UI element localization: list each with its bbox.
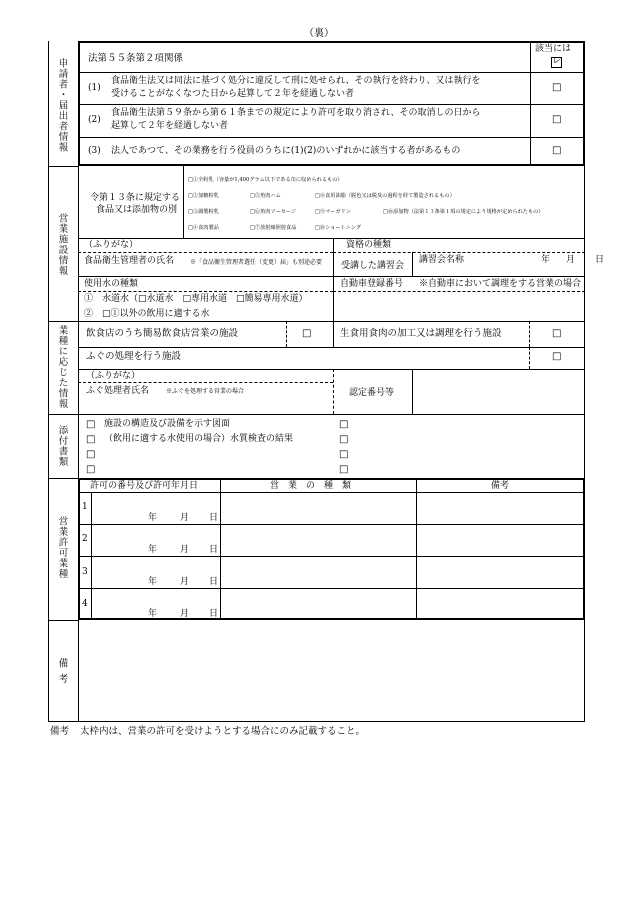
article13-option[interactable]: □⑨マーガリン — [315, 209, 351, 215]
attachment-checkbox-right[interactable]: □ — [339, 419, 349, 430]
water-dashed-line — [78, 291, 333, 292]
permit-header-line — [78, 492, 585, 493]
cert-number-label: 認定番号等 — [349, 388, 395, 398]
business-section-label: 業種に応じた情報 — [56, 325, 68, 409]
qualification-dashed-line — [333, 252, 585, 253]
applicant-row1-line — [78, 72, 585, 73]
attachment-checkbox[interactable]: □ — [86, 449, 96, 460]
permit-row-year: 年 — [148, 545, 158, 555]
article13-option[interactable]: □①全粉乳（容量が1,400グラム以下である缶に収められるもの） — [188, 177, 343, 183]
business-section-bottom — [48, 414, 585, 415]
permit-row-month: 月 — [180, 545, 190, 555]
attachment-checkbox[interactable]: □ — [86, 464, 96, 475]
raw-meat-checkbox[interactable]: □ — [552, 328, 562, 339]
attachment-item: 施設の構造及び設備を示す図面 — [104, 419, 231, 429]
article13-option[interactable]: □③調製粉乳 — [188, 209, 219, 215]
course-divider — [412, 252, 413, 276]
facility-row2-line — [78, 276, 585, 277]
fugu-handler-label: ふぐ処理者氏名 — [86, 386, 150, 396]
fugu-furigana-dashed-line — [78, 382, 333, 383]
permit-row-month: 月 — [180, 513, 190, 523]
raw-meat-dashed-divider — [529, 321, 530, 347]
article13-option[interactable]: □②加糖粉乳 — [188, 193, 219, 199]
fugu-furigana: （ふりがな） — [86, 371, 141, 381]
article13-option[interactable]: □⑥魚肉ソーセージ — [250, 209, 296, 215]
manager-name-note: ※「食品衛生管理者選任（変更）届」も別途必要 — [190, 259, 323, 266]
course-name-label: 講習会名称 — [419, 255, 465, 265]
permit-row-year: 年 — [148, 577, 158, 587]
manager-name-label: 食品衛生管理者の氏名 — [84, 256, 175, 266]
attachment-item: （飲用に適する水使用の場合）水質検査の結果 — [104, 434, 294, 444]
course-day: 日 — [595, 255, 605, 265]
article13-option[interactable]: □④食肉製品 — [188, 225, 219, 231]
business-row1-line — [78, 347, 585, 348]
water-option[interactable]: ② □①以外の飲用に適する水 — [84, 309, 210, 319]
checked-mark: レ — [552, 56, 562, 66]
business-mid-divider — [333, 321, 334, 347]
fugu-dashed-divider — [529, 347, 530, 369]
permit-row-day: 日 — [209, 577, 219, 587]
footer-text: 太枠内は、営業の許可を受けようとする場合にのみ記載すること。 — [80, 726, 366, 737]
vehicle-label: 自動車登録番号 — [340, 279, 404, 289]
facility-row1-line — [78, 238, 585, 239]
water-option[interactable]: ① 水道水（□水道水 □専用水道 □簡易専用水道） — [84, 294, 308, 304]
fugu-facility-label: ふぐの処理を行う施設 — [86, 351, 182, 362]
course-year: 年 — [541, 255, 551, 265]
applicant-item-checkbox[interactable]: □ — [552, 82, 562, 93]
permit-col-type: 営 業 の 種 類 — [270, 481, 352, 491]
permit-col-date: 許可の番号及び許可年月日 — [90, 481, 199, 491]
applicant-section-label: 申請者・届出者情報 — [56, 58, 68, 153]
permit-row-number: 3 — [82, 567, 88, 577]
vehicle-dashed-line — [333, 291, 585, 292]
permit-row-year: 年 — [148, 513, 158, 523]
attachment-checkbox-right[interactable]: □ — [339, 434, 349, 445]
applicant-item-checkbox[interactable]: □ — [552, 145, 562, 156]
vehicle-note: ※自動車において調理をする営業の場合 — [419, 279, 582, 289]
article13-label: 令第１３条に規定する — [90, 193, 181, 203]
article13-divider — [183, 166, 184, 238]
article13-option[interactable]: □⑦放射線照射食品 — [250, 225, 297, 231]
attachment-checkbox[interactable]: □ — [86, 419, 96, 430]
applicant-item-text: 起算して２年を経過しない者 — [111, 121, 229, 131]
article13-option[interactable]: □⑩添加物（法第１３条第１項の規定により規格が定められたもの） — [383, 209, 544, 215]
permit-row-day: 日 — [209, 609, 219, 619]
applicable-header: 該当には — [535, 44, 572, 54]
permit-row-year: 年 — [148, 609, 158, 619]
vehicle-divider — [333, 276, 334, 321]
applicant-item-text: 食品衛生法第５９条から第６１条までの規定により許可を取り消され、その取消しの日から — [111, 108, 481, 118]
applicant-item-text: 受けることがなくなつた日から起算して２年を経過しない者 — [111, 89, 355, 99]
frame-bottom — [48, 721, 585, 722]
article13-label: 食品又は添加物の別 — [96, 205, 178, 215]
furigana-label: （ふりがな） — [84, 240, 139, 250]
applicant-section-bottom — [48, 166, 78, 167]
permit-row-month: 月 — [180, 577, 190, 587]
applicant-row2-line — [78, 104, 585, 105]
simple-restaurant-dashed-divider — [286, 321, 287, 347]
simple-restaurant-label: 飲食店のうち簡易飲食店営業の施設 — [86, 328, 239, 339]
raw-meat-label: 生食用食肉の加工又は調理を行う施設 — [340, 328, 502, 339]
water-label: 使用水の種類 — [84, 279, 139, 289]
law-title: 法第５５条第２項関係 — [88, 53, 184, 64]
facility-section-bottom — [48, 321, 585, 322]
permit-row-month: 月 — [180, 609, 190, 619]
fugu-handler-note: ※ふぐを処理する営業の場合 — [166, 388, 245, 395]
business-row2-line — [78, 369, 585, 370]
fugu-cert-divider — [333, 369, 334, 414]
applicant-item-num: (1) — [88, 83, 101, 93]
attachment-checkbox-right[interactable]: □ — [339, 449, 349, 460]
permit-row-day: 日 — [209, 513, 219, 523]
permit-date-divider — [220, 478, 221, 620]
applicant-item-num: (3) — [88, 146, 101, 156]
frame-left — [48, 41, 49, 721]
attachment-checkbox-right[interactable]: □ — [339, 464, 349, 475]
permit-row-number: 1 — [82, 502, 88, 512]
permit-section-bottom — [48, 620, 78, 621]
applicant-item-text: 法人であつて、その業務を行う役員のうちに(1)(2)のいずれかに該当する者があるもの — [111, 146, 461, 156]
furigana-dashed-line — [78, 252, 333, 253]
attachment-checkbox[interactable]: □ — [86, 434, 96, 445]
side-label: （裏） — [304, 28, 334, 39]
simple-restaurant-checkbox[interactable]: □ — [302, 328, 312, 339]
permit-row-number: 2 — [82, 534, 88, 544]
article13-option[interactable]: □⑤魚肉ハム — [250, 193, 281, 199]
applicant-row3-line — [78, 137, 585, 138]
article13-option[interactable]: □⑩ショートニング — [315, 225, 361, 231]
attachments-section-label: 添付書類 — [56, 425, 68, 467]
facility-section-label: 営業施設情報 — [56, 213, 68, 276]
manager-divider — [333, 238, 334, 276]
permit-type-divider — [416, 478, 417, 620]
course-month: 月 — [566, 255, 576, 265]
article13-option[interactable]: □⑧食用油脂（脱色又は脱臭の過程を経て製造されるもの） — [315, 193, 455, 199]
footer-label: 備考 — [50, 726, 70, 737]
applicant-item-checkbox[interactable]: □ — [552, 114, 562, 125]
applicant-item-text: 食品衛生法又は同法に基づく処分に違反して刑に処せられ、その執行を終わり、又は執行を — [111, 76, 481, 86]
remarks-section-label: 備考 — [56, 658, 68, 689]
permit-row-day: 日 — [209, 545, 219, 555]
fugu-cert-right-divider — [412, 369, 413, 414]
applicant-item-num: (2) — [88, 115, 101, 125]
qualification-label: 資格の種類 — [346, 240, 392, 250]
permit-col-note: 備考 — [491, 481, 510, 491]
fugu-facility-checkbox[interactable]: □ — [552, 351, 562, 362]
permit-section-label: 営業許可業種 — [56, 516, 68, 579]
course-label: 受講した講習会 — [341, 261, 405, 271]
permit-row-number: 4 — [82, 599, 88, 609]
